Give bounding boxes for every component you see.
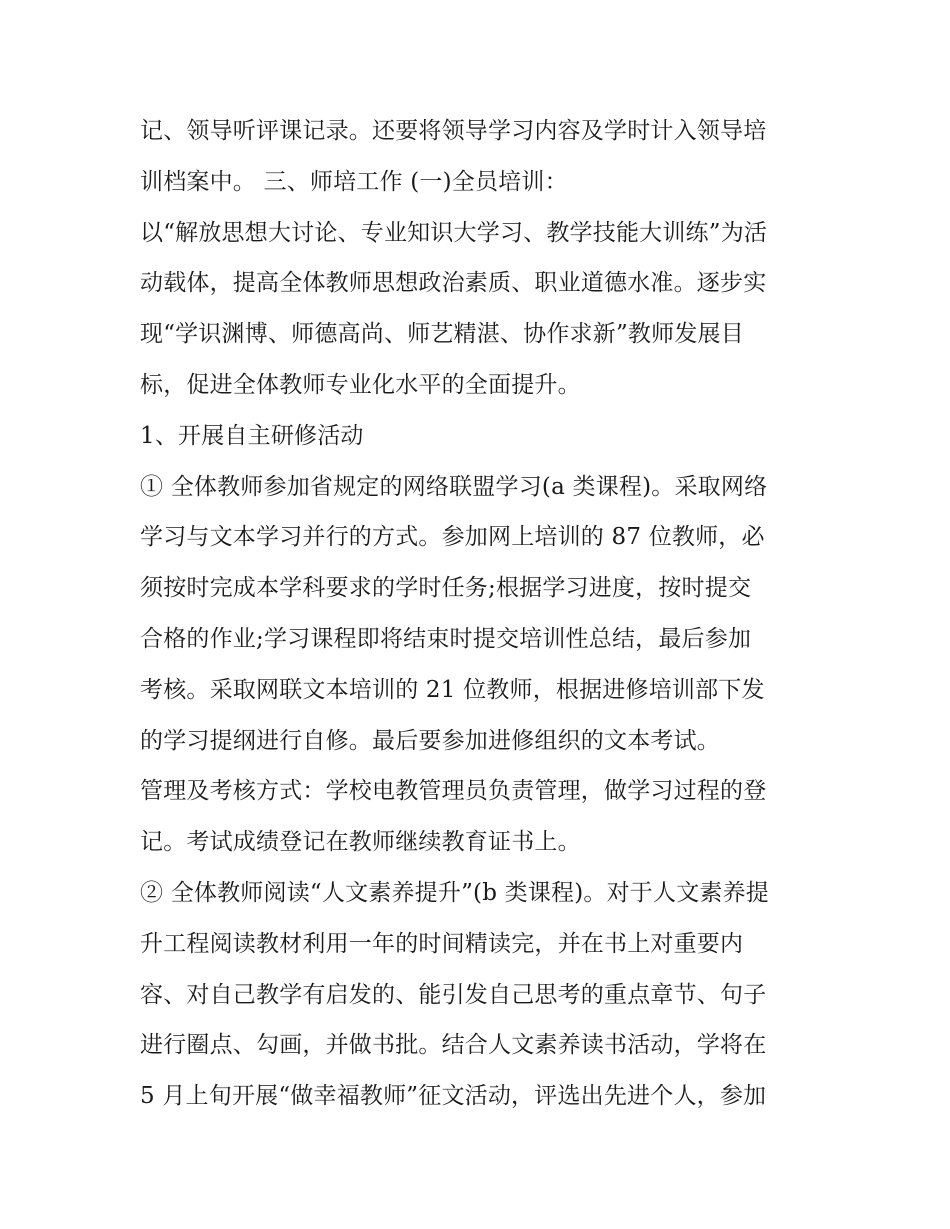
body-text <box>140 106 820 1122</box>
text-line: 现“学识渊博、师德高尚、师艺精湛、协作求新”教师发展目 <box>140 321 744 348</box>
text-line: 进行圈点、勾画，并做书批。结合人文素养读书活动，学将在 <box>140 1032 767 1059</box>
text-line: 考核。采取网联文本培训的 21 位教师，根据进修培训部下发 <box>140 676 765 703</box>
section-heading: 1、开展自主研修活动 <box>140 422 364 449</box>
text-line: 合格的作业;学习课程即将结束时提交培训性总结，最后参加 <box>140 625 752 652</box>
text-line: 管理及考核方式：学校电教管理员负责管理，做学习过程的登 <box>140 778 767 805</box>
text-line: 标，促进全体教师专业化水平的全面提升。 <box>140 371 581 398</box>
text-line: ② 全体教师阅读“人文素养提升”(b 类课程)。对于人文素养提 <box>140 879 770 906</box>
text-line: 记。考试成绩登记在教师继续教育证书上。 <box>140 829 581 856</box>
text-line: 动载体，提高全体教师思想政治素质、职业道德水准。逐步实 <box>140 270 767 297</box>
text-line: 记、领导听评课记录。还要将领导学习内容及学时计入领导培 <box>140 118 767 144</box>
text-line: 学习与文本学习并行的方式。参加网上培训的 87 位教师，必 <box>140 524 765 551</box>
text-line: 容、对自己教学有启发的、能引发自己思考的重点章节、句子 <box>140 981 767 1008</box>
text-line: 须按时完成本学科要求的学时任务;根据学习进度，按时提交 <box>140 575 752 602</box>
text-line: 升工程阅读教材利用一年的时间精读完，并在书上对重要内 <box>140 930 744 957</box>
text-line: 的学习提纲进行自修。最后要参加进修组织的文本考试。 <box>140 727 720 754</box>
text-line: 以“解放思想大讨论、专业知识大学习、教学技能大训练”为活 <box>140 219 768 246</box>
text-line: 训档案中。 三、师培工作 (一)全员培训： <box>140 168 568 195</box>
text-line: 5 月上旬开展“做幸福教师”征文活动，评选出先进个人，参加 <box>140 1083 767 1110</box>
text-line: ① 全体教师参加省规定的网络联盟学习(a 类课程)。采取网络 <box>140 473 768 500</box>
